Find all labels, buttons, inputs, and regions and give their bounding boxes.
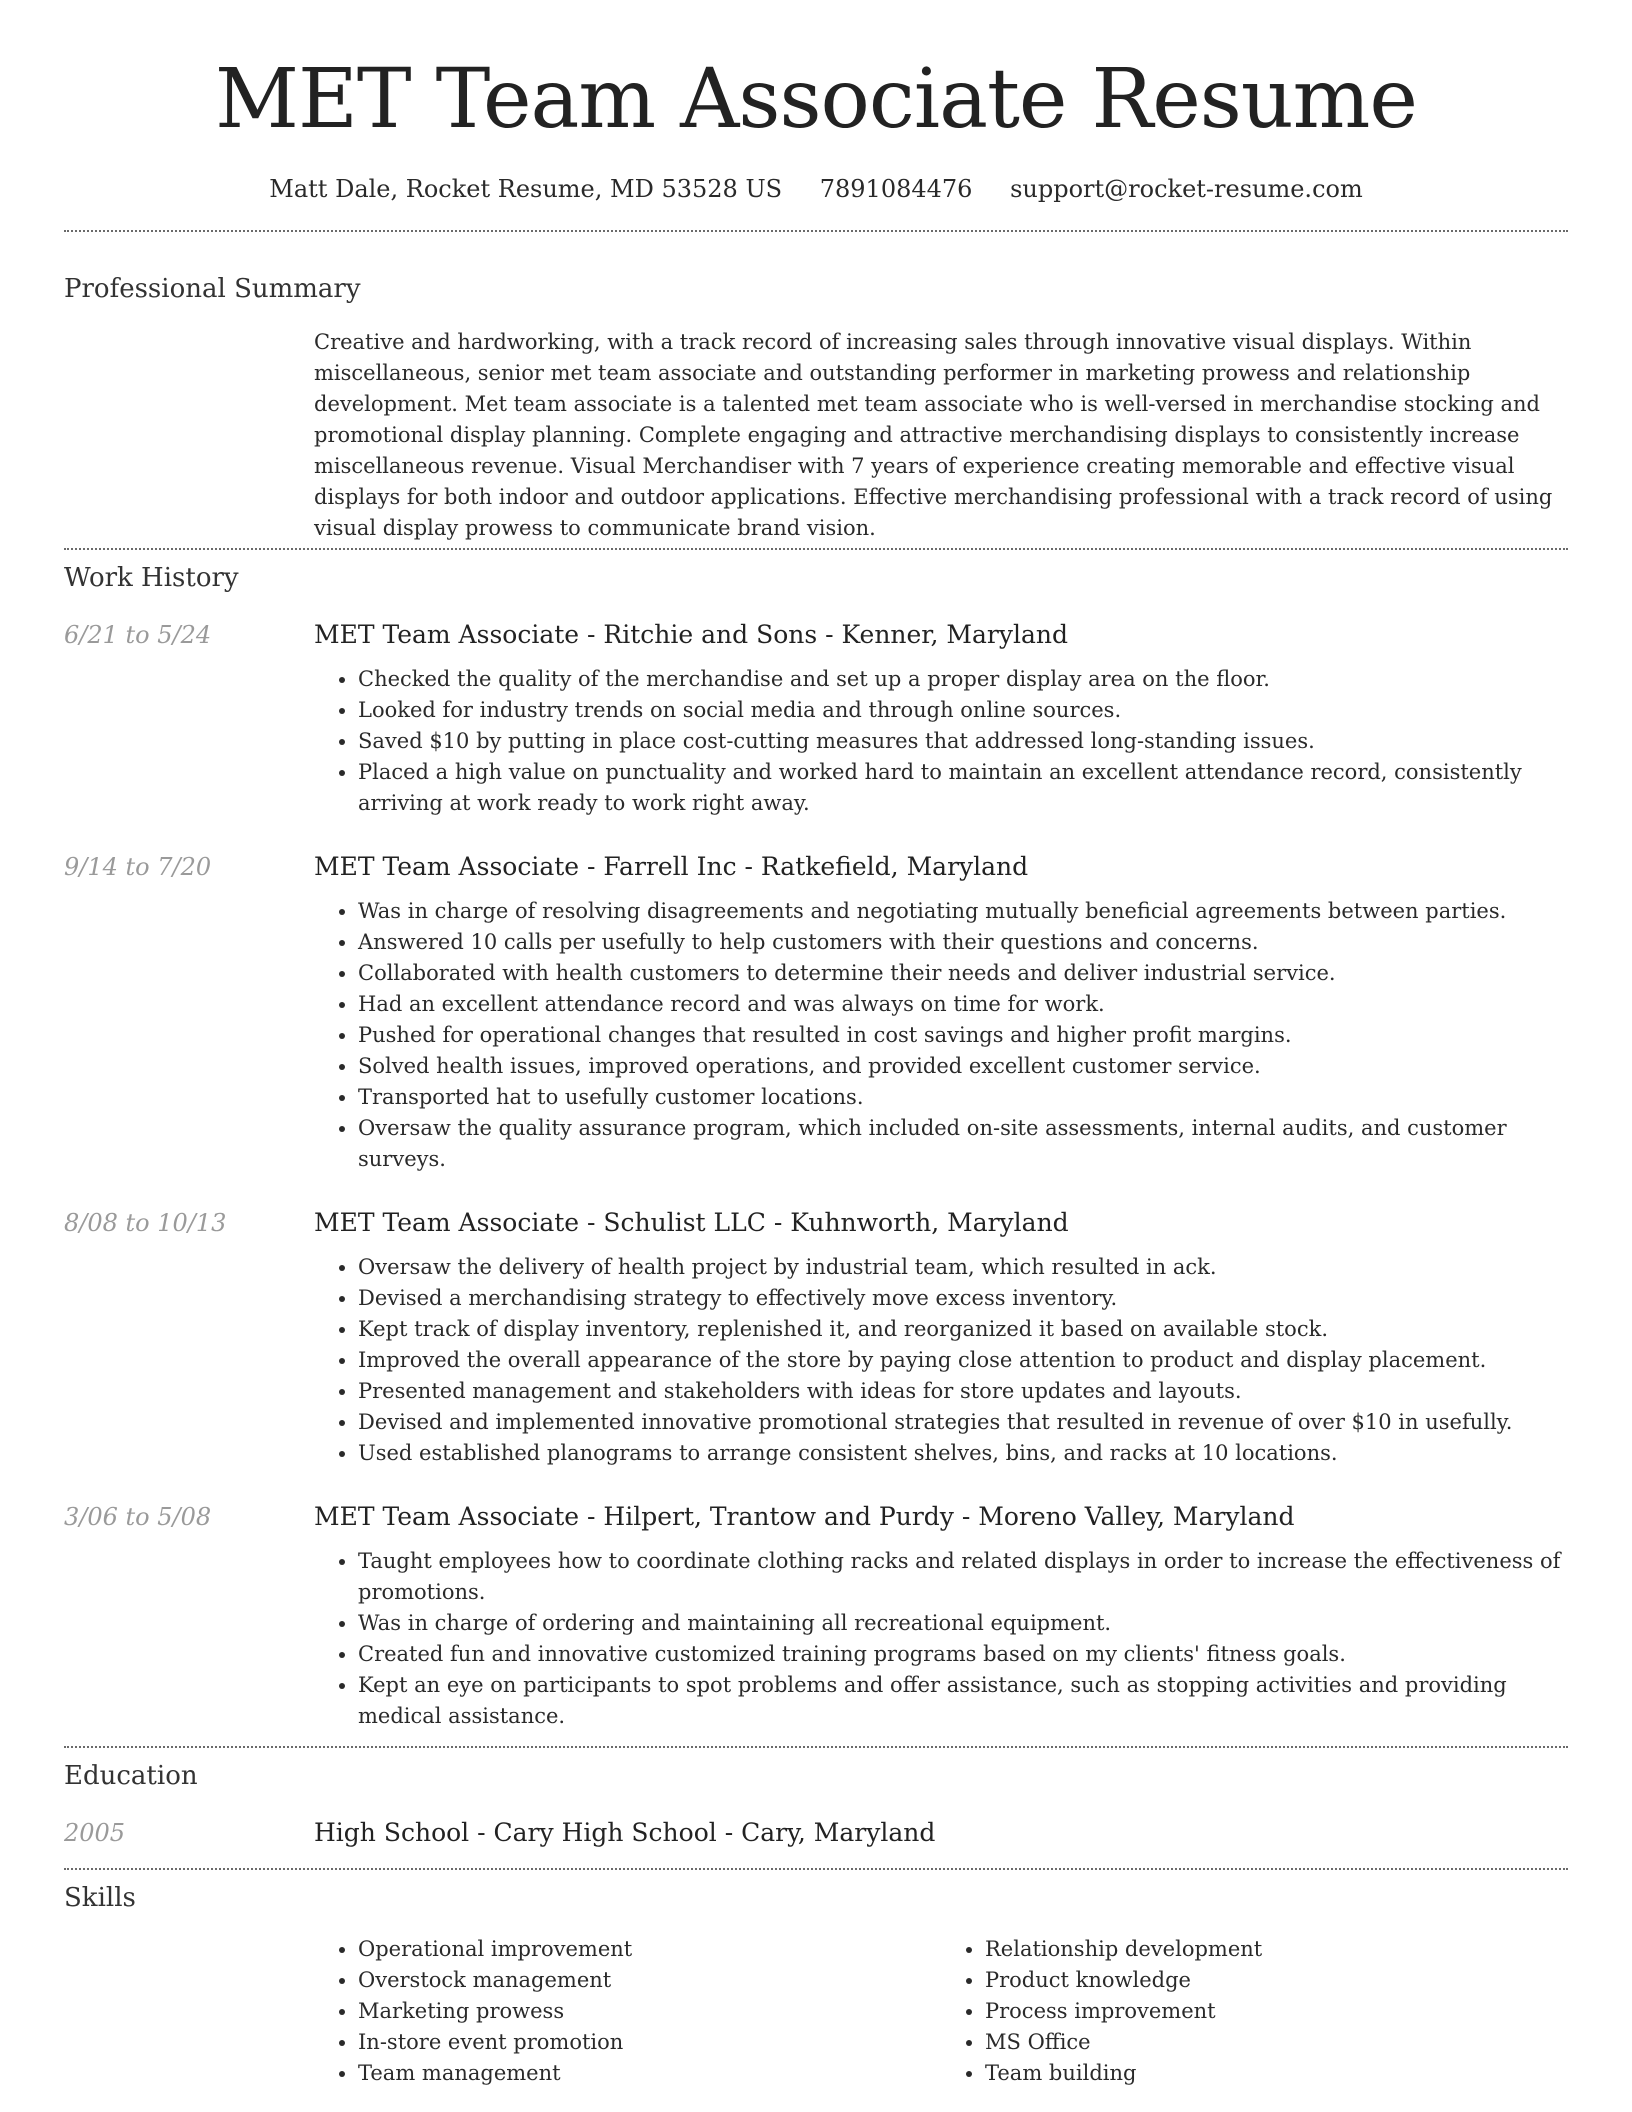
- work-heading: Work History: [64, 563, 239, 593]
- list-item: • Placed a high value on punctuality and worked hard to maintain an excellent attendance record, consistently arriving at work ready to work right away.: [358, 757, 1568, 819]
- list-item: • Oversaw the quality assurance program, which included on-site assessments, internal audits, and customer surveys.: [358, 1113, 1568, 1175]
- education-entry: [64, 1816, 1568, 1850]
- education-school: High School - Cary High School - Cary, Maryland: [314, 1818, 936, 1847]
- job-bullets: [314, 896, 1568, 1175]
- list-item: • Improved the overall appearance of the store by paying close attention to product and display placement.: [358, 1345, 1568, 1376]
- list-item: • Kept track of display inventory, replenished it, and reorganized it based on available stock.: [358, 1314, 1568, 1345]
- list-item: • Looked for industry trends on social media and through online sources.: [358, 695, 1568, 726]
- list-item: • Devised a merchandising strategy to effectively move excess inventory.: [358, 1283, 1568, 1314]
- contact-phone: 7891084476: [819, 175, 973, 203]
- job-bullets: [314, 664, 1568, 819]
- list-item: • Collaborated with health customers to determine their needs and deliver industrial service.: [358, 958, 1568, 989]
- job-body: [314, 1500, 1568, 1732]
- contact-line: [64, 172, 1568, 206]
- list-item: • Kept an eye on participants to spot problems and offer assistance, such as stopping activities and providing medical assistance.: [358, 1670, 1568, 1732]
- job-title: MET Team Associate - Schulist LLC - Kuhnworth, Maryland: [314, 1208, 1069, 1237]
- job-entry: [64, 1500, 1568, 1732]
- skill-item: • Relationship development: [985, 1934, 1568, 1965]
- list-item: • Pushed for operational changes that resulted in cost savings and higher profit margins.: [358, 1020, 1568, 1051]
- job-title: MET Team Associate - Hilpert, Trantow and Purdy - Moreno Valley, Maryland: [314, 1502, 1295, 1531]
- skill-item: • Overstock management: [358, 1965, 941, 1996]
- job-dates: 6/21 to 5/24: [64, 621, 212, 649]
- job-body: [314, 850, 1568, 1175]
- skill-item: • Process improvement: [985, 1996, 1568, 2027]
- skill-item: • In-store event promotion: [358, 2027, 941, 2058]
- list-item: • Saved $10 by putting in place cost-cutting measures that addressed long-standing issues.: [358, 726, 1568, 757]
- work-section: [64, 560, 1568, 1732]
- list-item: • Had an excellent attendance record and was always on time for work.: [358, 989, 1568, 1020]
- contact-address: Matt Dale, Rocket Resume, MD 53528 US: [269, 175, 783, 203]
- summary-text: Creative and hardworking, with a track record of increasing sales through innovative visual displays. Within miscellaneous, senior met team associate and outstanding performer in marketing prowess and relationship development. Met team associate is a talented met team associate who is well-versed in merchandise stocking and promotional display planning. Complete engaging and attractive merchandising displays to consistently increase miscellaneous revenue. Visual Merchandiser with 7 years of experience creating memorable and effective visual displays for both indoor and outdoor applications. Effective merchandising professional with a track record of using visual display prowess to communicate brand vision.: [314, 330, 1553, 540]
- education-year: 2005: [64, 1819, 126, 1847]
- resume-page: [64, 0, 1568, 2089]
- education-heading: Education: [64, 1761, 198, 1791]
- skills-column-right: [941, 1934, 1568, 2089]
- summary-section: [64, 271, 1568, 544]
- divider: [64, 1868, 1568, 1870]
- job-title: MET Team Associate - Ritchie and Sons - Kenner, Maryland: [314, 620, 1068, 649]
- job-bullets: [314, 1546, 1568, 1732]
- divider: [64, 1746, 1568, 1748]
- skill-item: • Team management: [358, 2058, 941, 2089]
- education-body: [314, 1816, 1568, 1850]
- skill-item: • Product knowledge: [985, 1965, 1568, 1996]
- contact-email: support@rocket-resume.com: [1010, 175, 1363, 203]
- job-dates: 9/14 to 7/20: [64, 853, 212, 881]
- list-item: • Solved health issues, improved operations, and provided excellent customer service.: [358, 1051, 1568, 1082]
- list-item: • Was in charge of ordering and maintaining all recreational equipment.: [358, 1608, 1568, 1639]
- skills-list: [314, 1934, 1568, 2089]
- job-dates: 8/08 to 10/13: [64, 1209, 227, 1237]
- list-item: • Used established planograms to arrange consistent shelves, bins, and racks at 10 locations.: [358, 1438, 1568, 1469]
- skill-item: • MS Office: [985, 2027, 1568, 2058]
- resume-title: MET Team Associate Resume: [215, 52, 1417, 147]
- list-item: • Checked the quality of the merchandise and set up a proper display area on the floor.: [358, 664, 1568, 695]
- skill-item: • Marketing prowess: [358, 1996, 941, 2027]
- list-item: • Answered 10 calls per usefully to help customers with their questions and concerns.: [358, 927, 1568, 958]
- job-entry: [64, 1206, 1568, 1469]
- job-dates: 3/06 to 5/08: [64, 1503, 212, 1531]
- skill-item: • Team building: [985, 2058, 1568, 2089]
- job-bullets: [314, 1252, 1568, 1469]
- education-section: [64, 1758, 1568, 1850]
- job-title: MET Team Associate - Farrell Inc - Ratkefield, Maryland: [314, 852, 1029, 881]
- skills-heading: Skills: [64, 1883, 136, 1913]
- skill-item: • Operational improvement: [358, 1934, 941, 1965]
- list-item: • Was in charge of resolving disagreements and negotiating mutually beneficial agreements between parties.: [358, 896, 1568, 927]
- divider: [64, 548, 1568, 550]
- list-item: • Taught employees how to coordinate clothing racks and related displays in order to increase the effectiveness of promotions.: [358, 1546, 1568, 1608]
- skills-column-left: [314, 1934, 941, 2089]
- divider: [64, 230, 1568, 232]
- job-entry: [64, 618, 1568, 819]
- list-item: • Oversaw the delivery of health project by industrial team, which resulted in ack.: [358, 1252, 1568, 1283]
- job-body: [314, 1206, 1568, 1469]
- list-item: • Transported hat to usefully customer locations.: [358, 1082, 1568, 1113]
- list-item: • Created fun and innovative customized training programs based on my clients' fitness goals.: [358, 1639, 1568, 1670]
- list-item: • Presented management and stakeholders with ideas for store updates and layouts.: [358, 1376, 1568, 1407]
- list-item: • Devised and implemented innovative promotional strategies that resulted in revenue of over $10 in usefully.: [358, 1407, 1568, 1438]
- skills-section: [64, 1880, 1568, 2089]
- job-body: [314, 618, 1568, 819]
- job-entry: [64, 850, 1568, 1175]
- summary-heading: Professional Summary: [64, 274, 361, 304]
